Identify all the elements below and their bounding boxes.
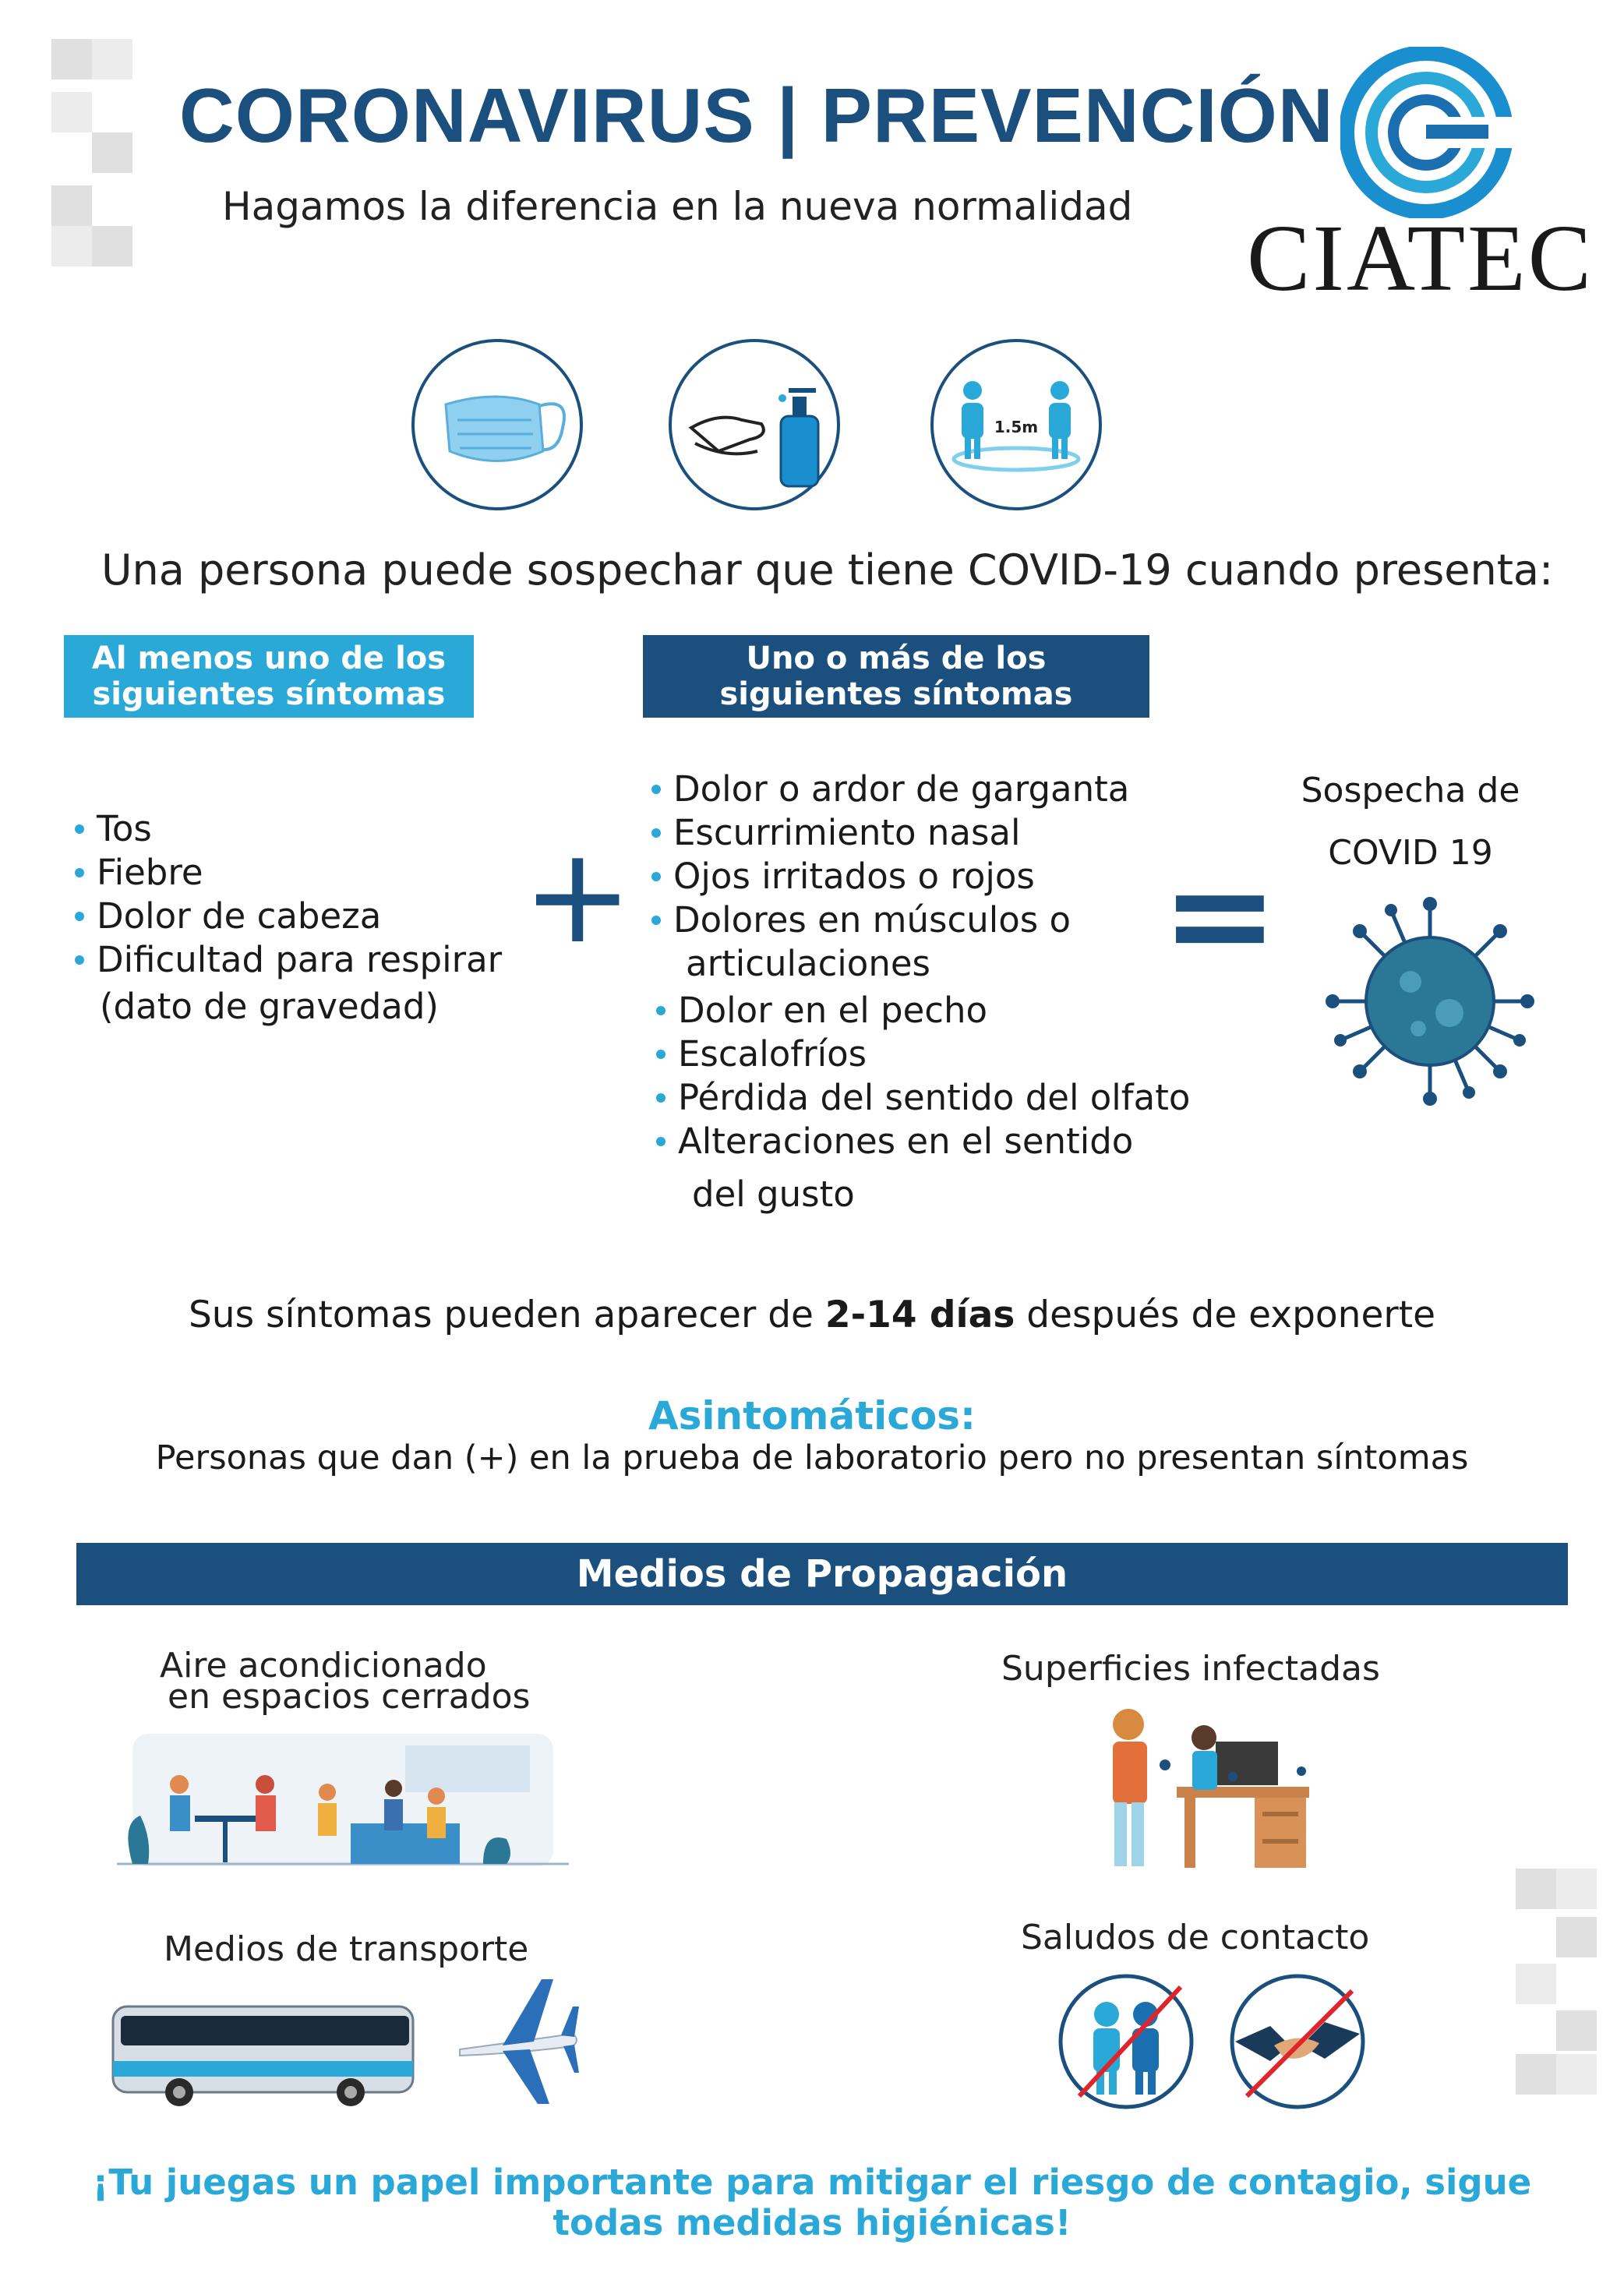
plus-sign: + (522, 819, 634, 973)
symptoms-right-list-2 (655, 989, 1190, 1163)
equals-sign: = (1161, 834, 1279, 997)
asymptomatic-text: Personas que dan (+) en la prueba de laboratorio pero no presentan síntomas (155, 1438, 1469, 1477)
asymptomatic-title: Asintomáticos: (648, 1393, 976, 1438)
transport-label: Medios de transporte (164, 1929, 529, 1969)
symptom-item: Escalofríos (655, 1032, 1190, 1076)
symptom-item: Dolores en músculos o (650, 898, 1129, 942)
air-label-line1: Aire acondicionado (160, 1646, 487, 1685)
infected-surfaces-illustration (1083, 1703, 1317, 1874)
virus-icon (1325, 896, 1535, 1106)
symptoms-left-list (73, 807, 502, 982)
onset-before: Sus síntomas pueden aparecer de (188, 1294, 825, 1336)
box-at-least-one (64, 635, 474, 718)
symptom-item: Dolor o ardor de garganta (650, 768, 1129, 811)
symptom-item: Alteraciones en el sentido (655, 1120, 1190, 1163)
box-left-line1: Al menos uno de los (91, 641, 447, 676)
symptom-item: Fiebre (73, 851, 502, 895)
airplane-icon (456, 1971, 581, 2112)
hand-sanitizer-icon (669, 339, 840, 510)
symptom-item: Tos (73, 807, 502, 851)
symptoms-right-list (650, 768, 1129, 942)
page-title: CORONAVIRUS | PREVENCIÓN (179, 72, 1334, 158)
air-label-line2: en espacios cerrados (168, 1677, 531, 1717)
suspicion-label (1278, 760, 1543, 884)
bus-icon (109, 1999, 421, 2108)
no-hugging-icon (1056, 1971, 1196, 2112)
onset-days: 2-14 días (824, 1294, 1015, 1336)
distance-label: 1.5m (994, 418, 1039, 436)
closing-line1: ¡Tu juegas un papel importante para mitigar el riesgo de contagio, sigue (92, 2162, 1532, 2203)
onset-after: después de exponerte (1015, 1294, 1436, 1336)
box-right-line1: Uno o más de los (746, 641, 1047, 676)
symptom-item: Ojos irritados o rojos (650, 855, 1129, 898)
symptom-item: Pérdida del sentido del olfato (655, 1076, 1190, 1120)
face-mask-icon (411, 339, 583, 510)
suspicion-line2: COVID 19 (1328, 833, 1493, 873)
box-right-line2: siguientes síntomas (719, 676, 1073, 712)
symptom-item: Dolor de cabeza (73, 895, 502, 938)
box-one-or-more (643, 635, 1149, 718)
suspicion-line1: Sospecha de (1301, 771, 1520, 810)
onset-text (0, 1294, 1624, 1336)
surfaces-label: Superficies infectadas (1001, 1649, 1380, 1689)
lead-text: Una persona puede sospechar que tiene COVID-19 cuando presenta: (101, 545, 1554, 595)
symptom-item: Escurrimiento nasal (650, 811, 1129, 855)
greetings-label: Saludos de contacto (1021, 1918, 1370, 1957)
box-left-line2: siguientes síntomas (92, 676, 446, 712)
indoor-space-illustration (117, 1730, 569, 1870)
symptom-item-continuation: (dato de gravedad) (100, 986, 439, 1027)
symptom-item: Dificultad para respirar (73, 938, 502, 982)
symptom-item-continuation: del gusto (692, 1174, 855, 1215)
closing-line2: todas medidas higiénicas! (553, 2202, 1071, 2243)
closing-message (0, 2162, 1624, 2243)
social-distance-icon (930, 339, 1102, 510)
logo-text: CIATEC (1247, 206, 1594, 311)
symptom-item: Dolor en el pecho (655, 989, 1190, 1032)
ciatec-logo-mark (1340, 47, 1512, 218)
propagation-banner: Medios de Propagación (76, 1543, 1568, 1605)
no-handshake-icon (1227, 1971, 1368, 2112)
symptom-item-continuation: articulaciones (686, 943, 930, 984)
page-subtitle: Hagamos la diferencia en la nueva normalidad (222, 184, 1133, 229)
